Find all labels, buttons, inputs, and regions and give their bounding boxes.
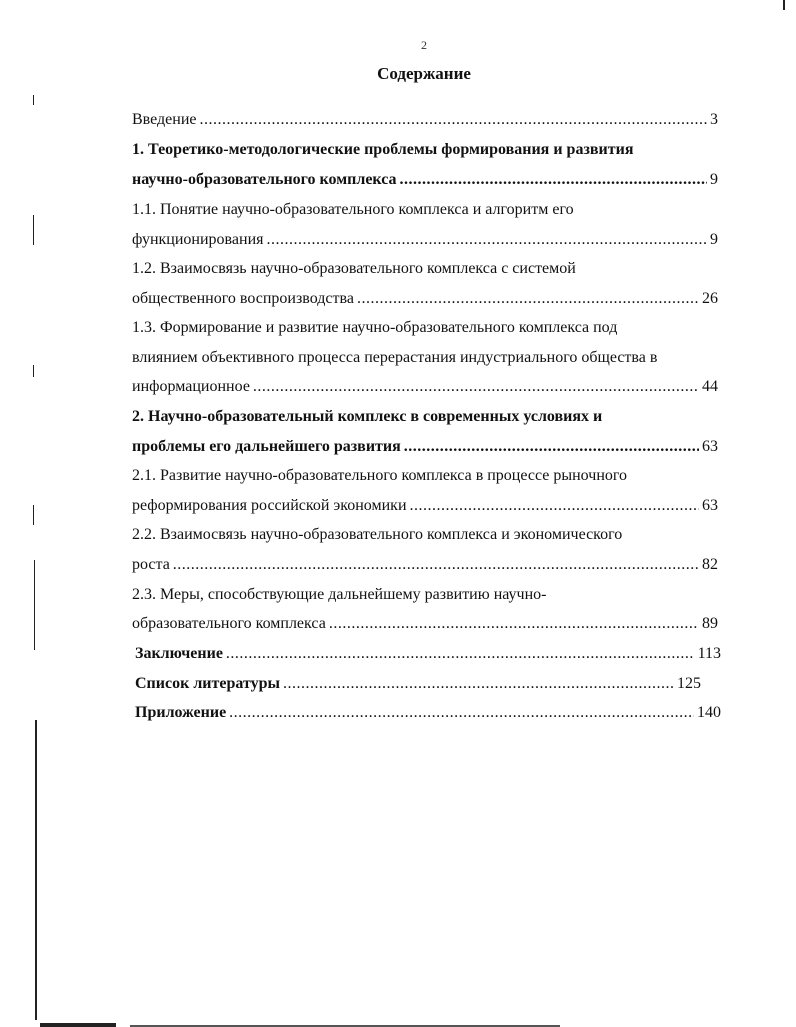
toc-entry-page: 82: [702, 556, 718, 573]
toc-entry-page: 113: [697, 645, 721, 662]
toc-entry-2-2: 2.2. Взаимосвязь научно-образовательного комплекса и экономического: [132, 526, 623, 543]
scan-mark: [40, 1023, 116, 1027]
toc-entry-text: информационное: [132, 378, 250, 395]
scan-mark: [33, 95, 34, 105]
toc-entry-text: реформирования российской экономики: [132, 497, 407, 514]
scan-mark: [33, 365, 34, 377]
toc-entry-page: 44: [702, 378, 718, 395]
toc-entry-1-2-cont: [132, 289, 718, 309]
toc-entry-1-1: 1.1. Понятие научно-образовательного комплекса и алгоритм его: [132, 201, 574, 218]
scan-mark: [35, 720, 37, 1020]
scan-mark: [33, 215, 34, 245]
toc-entry-page: 9: [710, 171, 718, 188]
toc-entry-appendix: [135, 703, 721, 723]
toc-entry-1-1-cont: [132, 230, 718, 250]
toc-entry-text: Введение: [132, 111, 197, 128]
toc-entry-page: 9: [710, 231, 718, 248]
toc-entry-page: 140: [697, 704, 721, 721]
toc-entry-bibliography: [135, 674, 701, 694]
toc-entry-chapter-2-cont: [132, 437, 718, 457]
toc-entry-text: функционирования: [132, 231, 264, 248]
scan-mark: [33, 505, 34, 525]
toc-entry-2-1: 2.1. Развитие научно-образовательного комплекса в процессе рыночного: [132, 467, 628, 484]
toc-entry-2-2-cont: [132, 555, 718, 575]
toc-entry-chapter-1-cont: [132, 170, 718, 190]
page-number: 2: [421, 38, 427, 52]
toc-entry-chapter-1: 1. Теоретико-методологические проблемы формирования и развития: [132, 141, 634, 158]
toc-entry-text: роста: [132, 556, 170, 573]
toc-entry-page: 89: [702, 615, 718, 632]
toc-entry-page: 125: [677, 675, 701, 692]
toc-entry-text: проблемы его дальнейшего развития: [132, 438, 401, 455]
toc-entry-2-3-cont: [132, 614, 718, 634]
toc-entry-text: Приложение: [135, 704, 227, 721]
toc-entry-1-3: 1.3. Формирование и развитие научно-образовательного комплекса под: [132, 319, 618, 336]
toc-entry-text: общественного воспроизводства: [132, 290, 354, 307]
toc-entry-conclusion: [135, 644, 721, 664]
page-title: Содержание: [377, 64, 471, 83]
toc-entry-text: Список литературы: [135, 675, 280, 692]
toc-entry-text: Заключение: [135, 645, 223, 662]
toc-entry-chapter-2: 2. Научно-образовательный комплекс в современных условиях и: [132, 408, 603, 425]
toc-entry-1-3-cont: влиянием объективного процесса перерастания индустриального общества в: [132, 349, 658, 366]
toc-entry-text: образовательного комплекса: [132, 615, 326, 632]
toc-entry-text: научно-образовательного комплекса: [132, 171, 397, 188]
toc-entry-1-3-cont2: [132, 377, 718, 397]
toc-entry-page: 63: [702, 497, 718, 514]
toc-entry-page: 3: [710, 111, 718, 128]
scan-mark: [34, 560, 35, 650]
toc-entry-page: 63: [702, 438, 718, 455]
scan-mark: [783, 0, 785, 10]
toc-entry-2-1-cont: [132, 496, 718, 516]
toc-entry-page: 26: [702, 290, 718, 307]
toc-entry-2-3: 2.3. Меры, способствующие дальнейшему развитию научно-: [132, 586, 547, 603]
toc-entry-1-2: 1.2. Взаимосвязь научно-образовательного комплекса с системой: [132, 260, 576, 277]
toc-entry-introduction: [132, 110, 718, 130]
